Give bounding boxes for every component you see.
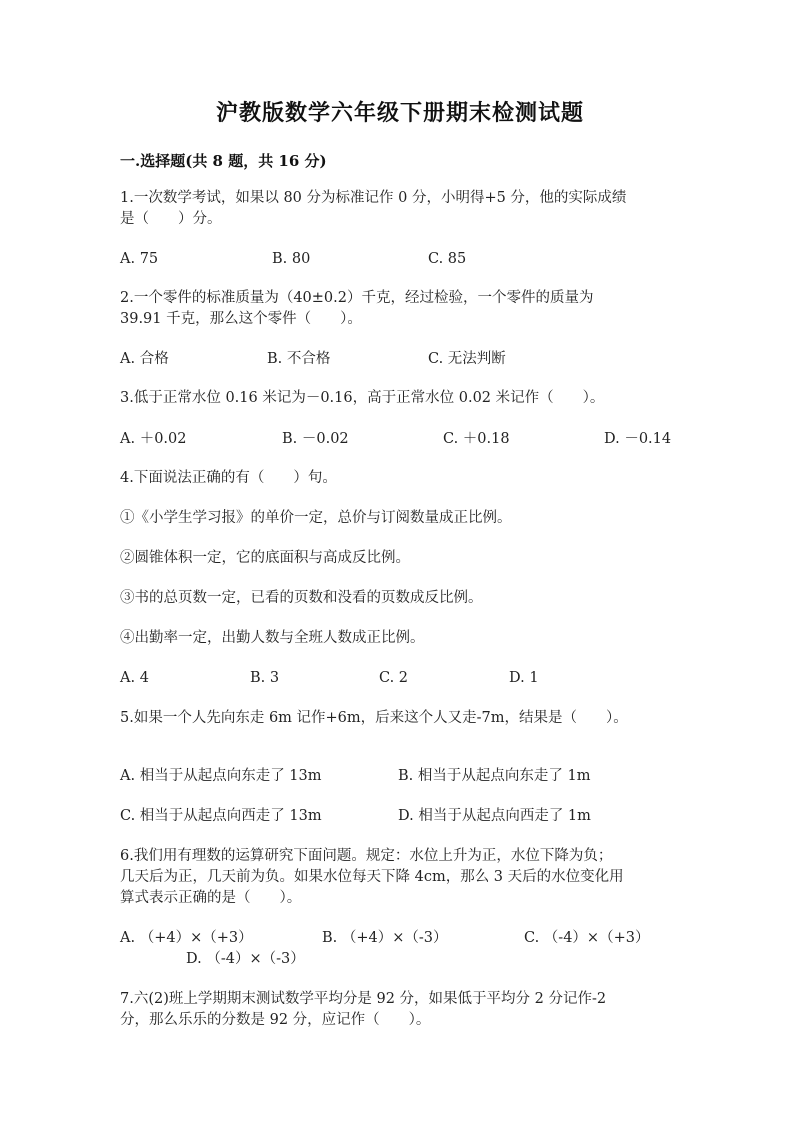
question-4-option-d: D. 1 bbox=[509, 670, 539, 686]
question-1-option-b: B. 80 bbox=[272, 251, 311, 267]
question-6-option-a: A. （+4）×（+3） bbox=[120, 930, 253, 946]
question-5-option-d: D. 相当于从起点向西走了 1m bbox=[398, 808, 591, 824]
question-5-line-1: 5.如果一个人先向东走 6m 记作+6m，后来这个人又走-7m，结果是（ ）。 bbox=[120, 710, 628, 726]
question-5-option-b: B. 相当于从起点向东走了 1m bbox=[398, 768, 591, 784]
question-4-statement-1: ①《小学生学习报》的单价一定，总价与订阅数量成正比例。 bbox=[120, 510, 512, 526]
question-3-line-1: 3.低于正常水位 0.16 米记为－0.16，高于正常水位 0.02 米记作（ ）。 bbox=[120, 390, 605, 406]
question-1-line-2: 是（ ）分。 bbox=[120, 211, 222, 227]
question-6-line-1: 6.我们用有理数的运算研究下面问题。规定：水位上升为正，水位下降为负； bbox=[120, 848, 613, 864]
question-6-option-d: D. （-4）×（-3） bbox=[186, 951, 305, 967]
question-2-option-a: A. 合格 bbox=[120, 351, 169, 367]
question-4-option-c: C. 2 bbox=[379, 670, 409, 686]
question-2-option-b: B. 不合格 bbox=[267, 351, 331, 367]
question-4-option-b: B. 3 bbox=[250, 670, 280, 686]
question-5-option-a: A. 相当于从起点向东走了 13m bbox=[120, 768, 322, 784]
question-4-statement-4: ④出勤率一定，出勤人数与全班人数成正比例。 bbox=[120, 630, 425, 646]
question-1-option-a: A. 75 bbox=[120, 251, 159, 267]
question-6-option-b: B. （+4）×（-3） bbox=[322, 930, 448, 946]
question-6-line-3: 算式表示正确的是（ ）。 bbox=[120, 890, 302, 906]
question-4-line-1: 4.下面说法正确的有（ ）句。 bbox=[120, 470, 337, 486]
question-7-line-2: 分，那么乐乐的分数是 92 分，应记作（ ）。 bbox=[120, 1012, 431, 1028]
question-2-line-1: 2.一个零件的标准质量为（40±0.2）千克，经过检验，一个零件的质量为 bbox=[120, 290, 594, 306]
question-4-statement-3: ③书的总页数一定，已看的页数和没看的页数成反比例。 bbox=[120, 590, 483, 606]
question-2-line-2: 39.91 千克，那么这个零件（ ）。 bbox=[120, 311, 362, 327]
question-3-option-c: C. ＋0.18 bbox=[443, 431, 510, 447]
section-heading: 一.选择题(共 8 题，共 16 分) bbox=[120, 152, 327, 170]
question-3-option-b: B. －0.02 bbox=[282, 431, 349, 447]
question-1-line-1: 1.一次数学考试，如果以 80 分为标准记作 0 分，小明得+5 分，他的实际成绩 bbox=[120, 190, 627, 206]
page-title: 沪教版数学六年级下册期末检测试题 bbox=[215, 100, 584, 126]
question-1-option-c: C. 85 bbox=[428, 251, 467, 267]
question-3-option-a: A. ＋0.02 bbox=[120, 431, 187, 447]
question-7-line-1: 7.六(2)班上学期期末测试数学平均分是 92 分，如果低于平均分 2 分记作-2 bbox=[120, 991, 607, 1007]
question-6-line-2: 几天后为正，几天前为负。如果水位每天下降 4cm，那么 3 天后的水位变化用 bbox=[120, 869, 624, 885]
question-3-option-d: D. －0.14 bbox=[604, 431, 672, 447]
question-5-option-c: C. 相当于从起点向西走了 13m bbox=[120, 808, 322, 824]
question-4-statement-2: ②圆锥体积一定，它的底面积与高成反比例。 bbox=[120, 550, 410, 566]
question-4-option-a: A. 4 bbox=[120, 670, 149, 686]
question-6-option-c: C. （-4）×（+3） bbox=[524, 930, 650, 946]
question-2-option-c: C. 无法判断 bbox=[428, 351, 506, 367]
